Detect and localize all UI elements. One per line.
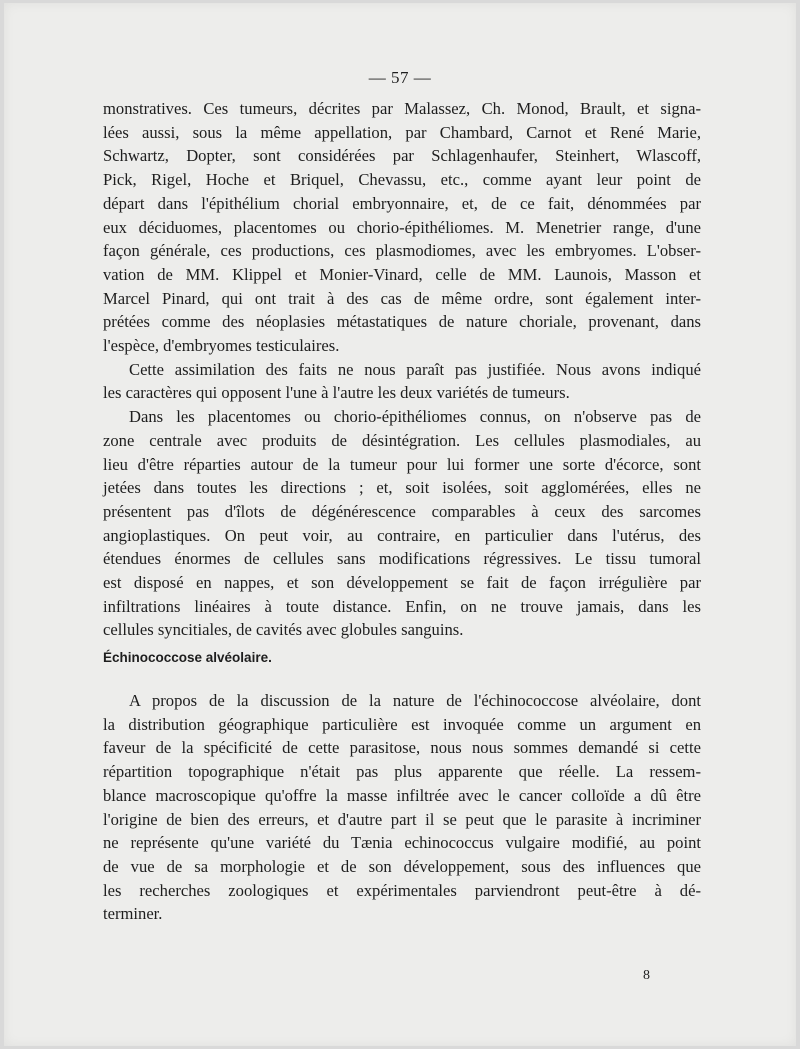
text-line: présentent pas d'îlots de dégénérescence comparables à ceux des sarcomes xyxy=(103,501,701,521)
text-line: est disposé en nappes, et son développement se fait de façon irrégulière par xyxy=(103,573,701,593)
printer-signature-mark: 8 xyxy=(643,968,650,983)
text-line: Schwartz, Dopter, sont considérées par Schlagenhaufer, Steinhert, Wlascoff, xyxy=(103,146,701,166)
text-line: jetées dans toutes les directions ; et, soit isolées, soit agglomérées, elles ne xyxy=(103,478,701,498)
text-line: étendues énormes de cellules sans modifications régressives. Le tissu tumoral xyxy=(103,549,701,569)
text-line: Marcel Pinard, qui ont trait à des cas de même ordre, sont également inter- xyxy=(103,288,701,308)
text-line: A propos de la discussion de la nature de l'échinococcose alvéolaire, dont xyxy=(129,691,701,710)
text-line: terminer. xyxy=(103,904,163,924)
text-line: faveur de la spécificité de cette parasitose, nous nous sommes demandé si cette xyxy=(103,738,701,758)
text-line: cellules syncitiales, de cavités avec globules sanguins. xyxy=(103,620,464,640)
text-line: lées aussi, sous la même appellation, par Chambard, Carnot et René Marie, xyxy=(103,122,701,142)
text-line: angioplastiques. On peut voir, au contraire, en particulier dans l'utérus, des xyxy=(103,525,701,545)
text-line: Dans les placentomes ou chorio-épithéliomes connus, on n'observe pas de xyxy=(129,407,701,427)
text-line: Cette assimilation des faits ne nous paraît pas justifiée. Nous avons indiqué xyxy=(129,359,701,379)
text-line: les recherches zoologiques et expérimentales parviendront peut-être à dé- xyxy=(103,880,701,900)
text-line: monstratives. Ces tumeurs, décrites par Malassez, Ch. Monod, Brault, et signa- xyxy=(103,99,701,118)
section-echinococcosis-text xyxy=(103,689,701,926)
section-tumors-text xyxy=(103,97,701,642)
text-line: zone centrale avec produits de désintégration. Les cellules plasmodiales, au xyxy=(103,430,701,450)
text-line: prétées comme des néoplasies métastatiques de nature choriale, provenant, dans xyxy=(103,312,701,332)
text-line: la distribution géographique particulière est invoquée comme un argument en xyxy=(103,714,701,734)
text-line: répartition topographique n'était pas plus apparente que réelle. La ressem- xyxy=(103,762,701,782)
text-line: ne représente qu'une variété du Tænia echinococcus vulgaire modifié, au point xyxy=(103,833,701,853)
text-line: infiltrations linéaires à toute distance. Enfin, on ne trouve jamais, dans les xyxy=(103,596,701,616)
text-line: eux déciduomes, placentomes ou chorio-épithéliomes. M. Menetrier range, d'une xyxy=(103,217,701,237)
text-line: blance macroscopique qu'offre la masse infiltrée avec le cancer colloïde a dû être xyxy=(103,785,701,805)
text-line: l'espèce, d'embryomes testiculaires. xyxy=(103,336,340,356)
text-line: de vue de sa morphologie et de son développement, sous des influences que xyxy=(103,856,701,876)
text-line: Pick, Rigel, Hoche et Briquel, Chevassu, etc., comme ayant leur point de xyxy=(103,170,701,190)
section-heading: Échinococcose alvéolaire. xyxy=(103,650,272,665)
text-line: vation de MM. Klippel et Monier-Vinard, celle de MM. Launois, Masson et xyxy=(103,264,701,284)
text-line: lieu d'être réparties autour de la tumeur pour lui former une sorte d'écorce, sont xyxy=(103,454,701,474)
text-line: façon générale, ces productions, ces plasmodiomes, avec les embryomes. L'obser- xyxy=(103,241,701,261)
text-line: l'origine de bien des erreurs, et d'autre part il se peut que le parasite à incriminer xyxy=(103,809,701,829)
page-number: — 57 — xyxy=(368,68,432,87)
text-line: départ dans l'épithélium chorial embryonnaire, et, de ce fait, dénommées par xyxy=(103,193,701,213)
text-line: les caractères qui opposent l'une à l'autre les deux variétés de tumeurs. xyxy=(103,383,570,403)
